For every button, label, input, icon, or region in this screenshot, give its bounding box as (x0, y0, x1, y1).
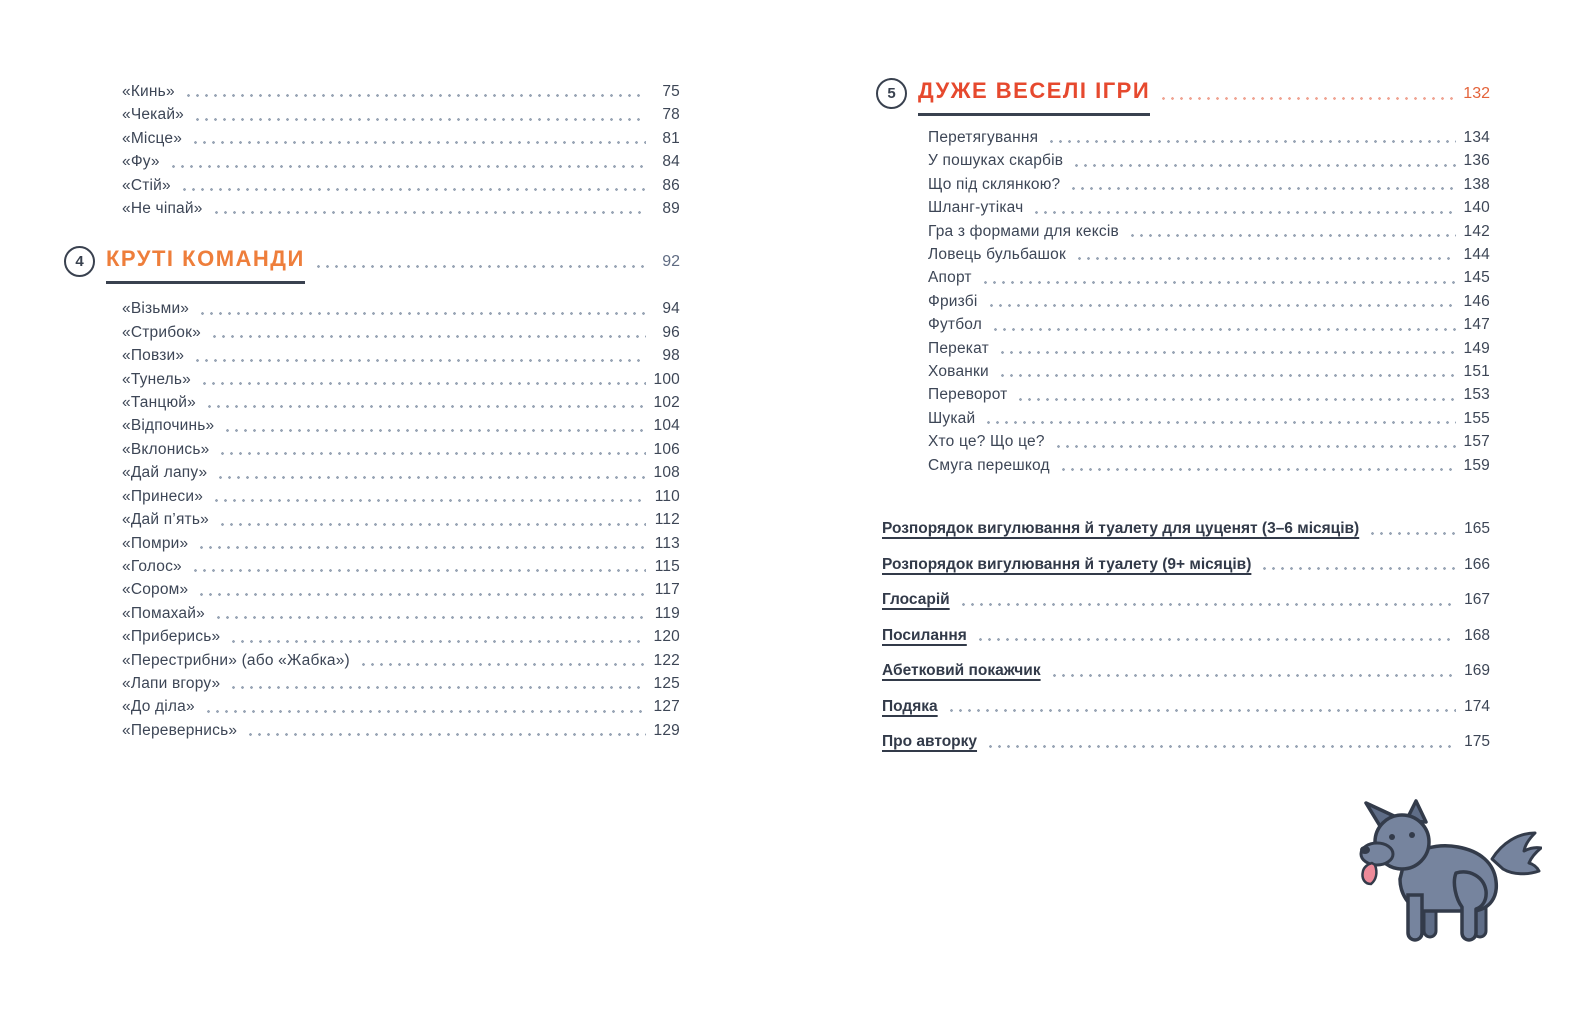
toc-entry-label: Хованки (928, 363, 989, 381)
toc-entry (122, 508, 680, 531)
dot-leader (191, 141, 646, 144)
toc-entry-page: 75 (662, 83, 680, 100)
dot-leader (223, 429, 645, 432)
toc-left-column (64, 80, 680, 742)
toc-entry-label: «Принеси» (122, 487, 204, 505)
dot-leader (191, 569, 646, 572)
dot-leader (959, 603, 1456, 606)
dot-leader (1075, 257, 1456, 260)
dot-leader (200, 382, 646, 385)
toc-entry-page: 96 (662, 323, 680, 341)
toc-entry (122, 719, 680, 742)
toc-entry (122, 391, 680, 414)
toc-entry-label: «До діла» (122, 698, 195, 716)
toc-entry-label: Хто це? Що це? (928, 433, 1045, 451)
toc-entry-page: 98 (662, 347, 680, 365)
dot-leader (976, 638, 1456, 641)
toc-entry-label: «Перевернись» (122, 721, 238, 739)
toc-entry-label: Апорт (928, 269, 972, 287)
toc-entry-page: 108 (653, 464, 680, 482)
toc-entry-label: «Лапи вгору» (122, 674, 221, 692)
toc-entry-label: Гра з формами для кексів (928, 222, 1119, 240)
toc-entry-label: «Помахай» (122, 604, 205, 622)
toc-entry (122, 461, 680, 484)
toc-entry-page: 149 (1463, 339, 1490, 357)
toc-entry (122, 672, 680, 695)
toc-entry (122, 321, 680, 344)
toc-entry-page: 146 (1463, 292, 1490, 310)
section-number-badge: 4 (64, 246, 95, 277)
toc-list-section-5 (876, 126, 1490, 477)
back-matter-entry-label: Глосарій (882, 591, 950, 609)
toc-entry-page: 115 (654, 557, 680, 575)
toc-entry (122, 532, 680, 555)
toc-entry-page: 81 (662, 129, 680, 147)
toc-entry (928, 290, 1490, 313)
toc-entry-label: «Кинь» (122, 83, 175, 100)
toc-entry-page: 100 (653, 370, 680, 388)
back-matter-entry-label: Абетковий покажчик (882, 662, 1041, 680)
toc-entry-page: 122 (653, 651, 680, 669)
toc-entry-page: 138 (1463, 175, 1490, 193)
toc-entry (928, 383, 1490, 406)
toc-entry (928, 243, 1490, 266)
dot-leader (229, 640, 645, 643)
toc-entry-page: 136 (1463, 152, 1490, 170)
dot-leader (212, 211, 646, 214)
toc-entry-label: Шланг-утікач (928, 199, 1024, 217)
toc-entry-page: 78 (662, 106, 680, 124)
toc-entry (928, 126, 1490, 149)
dot-leader (359, 663, 646, 666)
toc-entry-label: «Помри» (122, 534, 189, 552)
toc-entry-label: «Вклонись» (122, 440, 210, 458)
dot-leader (984, 421, 1455, 424)
section-number-badge: 5 (876, 78, 907, 109)
toc-entry-page: 140 (1463, 199, 1490, 217)
toc-entry-page: 94 (662, 300, 680, 318)
toc-entry-label: Що під склянкою? (928, 175, 1061, 193)
toc-entry-label: «Дай п’ять» (122, 511, 209, 529)
toc-entry-page: 110 (654, 487, 680, 505)
toc-entry-label: Фризбі (928, 292, 978, 310)
toc-entry (928, 407, 1490, 430)
dot-leader (169, 165, 646, 168)
toc-entry-label: «Візьми» (122, 300, 190, 318)
section-5-heading (876, 78, 1490, 116)
toc-entry-page: 142 (1463, 222, 1490, 240)
section-title: КРУТІ КОМАНДИ (106, 246, 305, 284)
toc-entry-label: «Танцюй» (122, 394, 196, 412)
toc-entry-page: 144 (1463, 246, 1490, 264)
back-matter-entry (882, 653, 1490, 689)
dot-leader (214, 616, 646, 619)
dot-leader (1128, 234, 1456, 237)
toc-list-pre-section (64, 80, 680, 220)
section-4-heading (64, 246, 680, 284)
toc-entry-page: 119 (654, 604, 680, 622)
dot-leader (987, 304, 1456, 307)
toc-entry-page: 106 (653, 440, 680, 458)
dot-leader (197, 593, 646, 596)
toc-entry (122, 197, 680, 220)
dot-leader (193, 359, 646, 362)
toc-right-column (876, 78, 1490, 760)
back-matter-entry (882, 547, 1490, 583)
toc-entry (928, 313, 1490, 336)
back-matter-entry-page: 174 (1464, 697, 1490, 715)
dot-leader (216, 476, 645, 479)
toc-entry (122, 485, 680, 508)
toc-entry-page: 84 (662, 153, 680, 171)
dot-leader (180, 188, 646, 191)
toc-entry-page: 153 (1463, 386, 1490, 404)
dot-leader (998, 351, 1456, 354)
dot-leader (1016, 398, 1455, 401)
toc-entry (928, 266, 1490, 289)
dot-leader (229, 686, 645, 689)
dot-leader (986, 745, 1456, 748)
toc-entry-label: «Тунель» (122, 370, 191, 388)
toc-entry-label: «Стрибок» (122, 323, 201, 341)
section-title: ДУЖЕ ВЕСЕЛІ ІГРИ (918, 78, 1150, 116)
back-matter-entry-page: 167 (1464, 591, 1490, 609)
toc-entry-page: 112 (654, 511, 680, 529)
dot-leader (210, 335, 646, 338)
toc-entry-label: «Повзи» (122, 347, 185, 365)
toc-entry-label: У пошуках скарбів (928, 152, 1064, 170)
dot-leader (998, 374, 1456, 377)
toc-entry-label: «Місце» (122, 129, 183, 147)
toc-entry (122, 695, 680, 718)
toc-entry (122, 625, 680, 648)
back-matter-entry (882, 689, 1490, 725)
toc-entry-page: 155 (1463, 409, 1490, 427)
toc-entry (928, 337, 1490, 360)
dot-leader (314, 265, 646, 268)
toc-entry (928, 220, 1490, 243)
toc-entry (928, 173, 1490, 196)
dot-leader (991, 328, 1455, 331)
dot-leader (246, 733, 645, 736)
dot-leader (947, 709, 1456, 712)
toc-entry-label: «Приберись» (122, 628, 221, 646)
toc-list-section-4 (64, 297, 680, 742)
cartoon-dog-icon (1352, 798, 1542, 950)
toc-entry (122, 297, 680, 320)
dot-leader (218, 523, 646, 526)
back-matter-entry-label: Про авторку (882, 733, 978, 751)
toc-entry (122, 344, 680, 367)
dot-leader (205, 405, 646, 408)
toc-entry-page: 125 (653, 674, 680, 692)
toc-entry (122, 555, 680, 578)
toc-entry-page: 129 (653, 721, 680, 739)
toc-entry-page: 113 (654, 534, 680, 552)
toc-entry (928, 430, 1490, 453)
back-matter-entry-page: 165 (1464, 520, 1490, 538)
toc-entry (928, 360, 1490, 383)
toc-entry-page: 104 (653, 417, 680, 435)
back-matter-entry-page: 169 (1464, 662, 1490, 680)
dot-leader (1047, 140, 1455, 143)
dot-leader (184, 94, 646, 97)
toc-entry (928, 454, 1490, 477)
section-page-number: 132 (1463, 85, 1490, 102)
toc-entry (122, 578, 680, 601)
toc-entry-label: «Голос» (122, 557, 182, 575)
toc-entry-page: 127 (653, 698, 680, 716)
dot-leader (1260, 567, 1456, 570)
back-matter-entry-label: Подяка (882, 697, 938, 715)
dot-leader (1072, 164, 1455, 167)
back-matter-entry-page: 166 (1464, 555, 1490, 573)
toc-entry (122, 103, 680, 126)
toc-entry-page: 86 (662, 176, 680, 194)
back-matter-entry-label: Розпорядок вигулювання й туалету для цуценят (3–6 місяців) (882, 520, 1360, 538)
toc-entry-label: «Сором» (122, 581, 189, 599)
toc-entry-page: 147 (1463, 316, 1490, 334)
back-matter-entry-label: Посилання (882, 626, 967, 644)
dot-leader (1159, 97, 1455, 100)
toc-entry-label: Перетягування (928, 129, 1039, 146)
toc-entry (122, 127, 680, 150)
back-matter-entry (882, 582, 1490, 618)
dot-leader (218, 452, 645, 455)
dog-illustration (1352, 798, 1542, 950)
toc-entry-label: Перекат (928, 339, 989, 357)
back-matter-entry-label: Розпорядок вигулювання й туалету (9+ місяців) (882, 555, 1252, 573)
toc-entry-label: Смуга перешкод (928, 456, 1050, 474)
dot-leader (1069, 187, 1455, 190)
toc-entry (122, 438, 680, 461)
toc-entry-page: 151 (1463, 363, 1490, 381)
back-matter-entry (882, 724, 1490, 760)
toc-list-back-matter (876, 511, 1490, 760)
dot-leader (981, 281, 1456, 284)
toc-entry-label: Переворот (928, 386, 1008, 404)
toc-entry-label: «Відпочинь» (122, 417, 215, 435)
toc-entry (122, 150, 680, 173)
toc-entry-page: 157 (1463, 433, 1490, 451)
toc-entry-label: «Фу» (122, 153, 160, 171)
toc-entry (122, 174, 680, 197)
toc-entry-page: 89 (662, 200, 680, 218)
dot-leader (193, 118, 646, 121)
toc-entry-label: Ловець бульбашок (928, 246, 1066, 264)
toc-entry-label: «Чекай» (122, 106, 184, 124)
toc-entry-page: 145 (1463, 269, 1490, 287)
toc-entry-label: «Дай лапу» (122, 464, 208, 482)
dot-leader (197, 546, 646, 549)
dot-leader (1050, 674, 1456, 677)
dot-leader (198, 312, 646, 315)
back-matter-entry (882, 511, 1490, 547)
dot-leader (1032, 211, 1455, 214)
toc-entry-page: 102 (653, 394, 680, 412)
toc-entry-label: Шукай (928, 409, 976, 427)
dot-leader (204, 710, 646, 713)
toc-entry (122, 368, 680, 391)
toc-entry (122, 414, 680, 437)
toc-entry (122, 80, 680, 103)
dot-leader (1054, 445, 1456, 448)
toc-entry (122, 649, 680, 672)
dot-leader (1059, 468, 1456, 471)
toc-entry-label: «Стій» (122, 176, 171, 194)
toc-entry (928, 149, 1490, 172)
toc-entry-page: 120 (653, 628, 680, 646)
toc-entry-page: 117 (654, 581, 680, 599)
toc-entry-page: 134 (1463, 129, 1490, 146)
toc-entry (122, 602, 680, 625)
dot-leader (212, 499, 646, 502)
section-page-number: 92 (662, 253, 680, 271)
back-matter-entry-page: 168 (1464, 626, 1490, 644)
toc-entry (928, 196, 1490, 219)
toc-entry-label: «Перестрибни» (або «Жабка») (122, 651, 350, 669)
back-matter-entry (882, 618, 1490, 654)
dot-leader (1368, 532, 1456, 535)
toc-entry-page: 159 (1463, 456, 1490, 474)
toc-entry-label: «Не чіпай» (122, 200, 203, 218)
toc-entry-label: Футбол (928, 316, 983, 334)
back-matter-entry-page: 175 (1464, 733, 1490, 751)
